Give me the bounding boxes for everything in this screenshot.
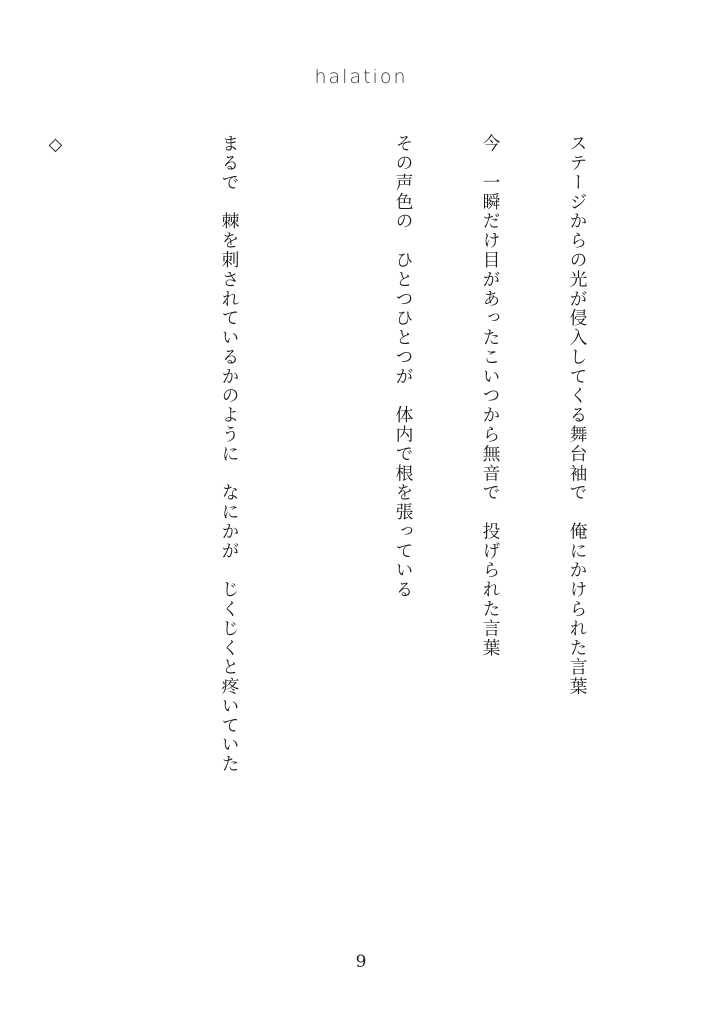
- text-line: 今 一瞬だけ目があったこいつから無音で 投げられた言葉: [480, 134, 501, 658]
- running-title: halation: [314, 66, 408, 88]
- blank-line: [302, 134, 331, 894]
- vertical-body-text: [45, 134, 650, 894]
- text-line: まるで 棘を刺されているかのように なにかが じくじくと疼いていた: [219, 134, 240, 774]
- section-break-diamond: ◇: [45, 134, 66, 157]
- text-line: ステージからの光が侵入してくる舞台袖で 俺にかけられた言葉: [567, 134, 588, 697]
- text-line: その声色の ひとつひとつが 体内で根を張っている: [393, 134, 414, 600]
- page-number: 9: [355, 952, 367, 972]
- blank-line: [128, 134, 157, 894]
